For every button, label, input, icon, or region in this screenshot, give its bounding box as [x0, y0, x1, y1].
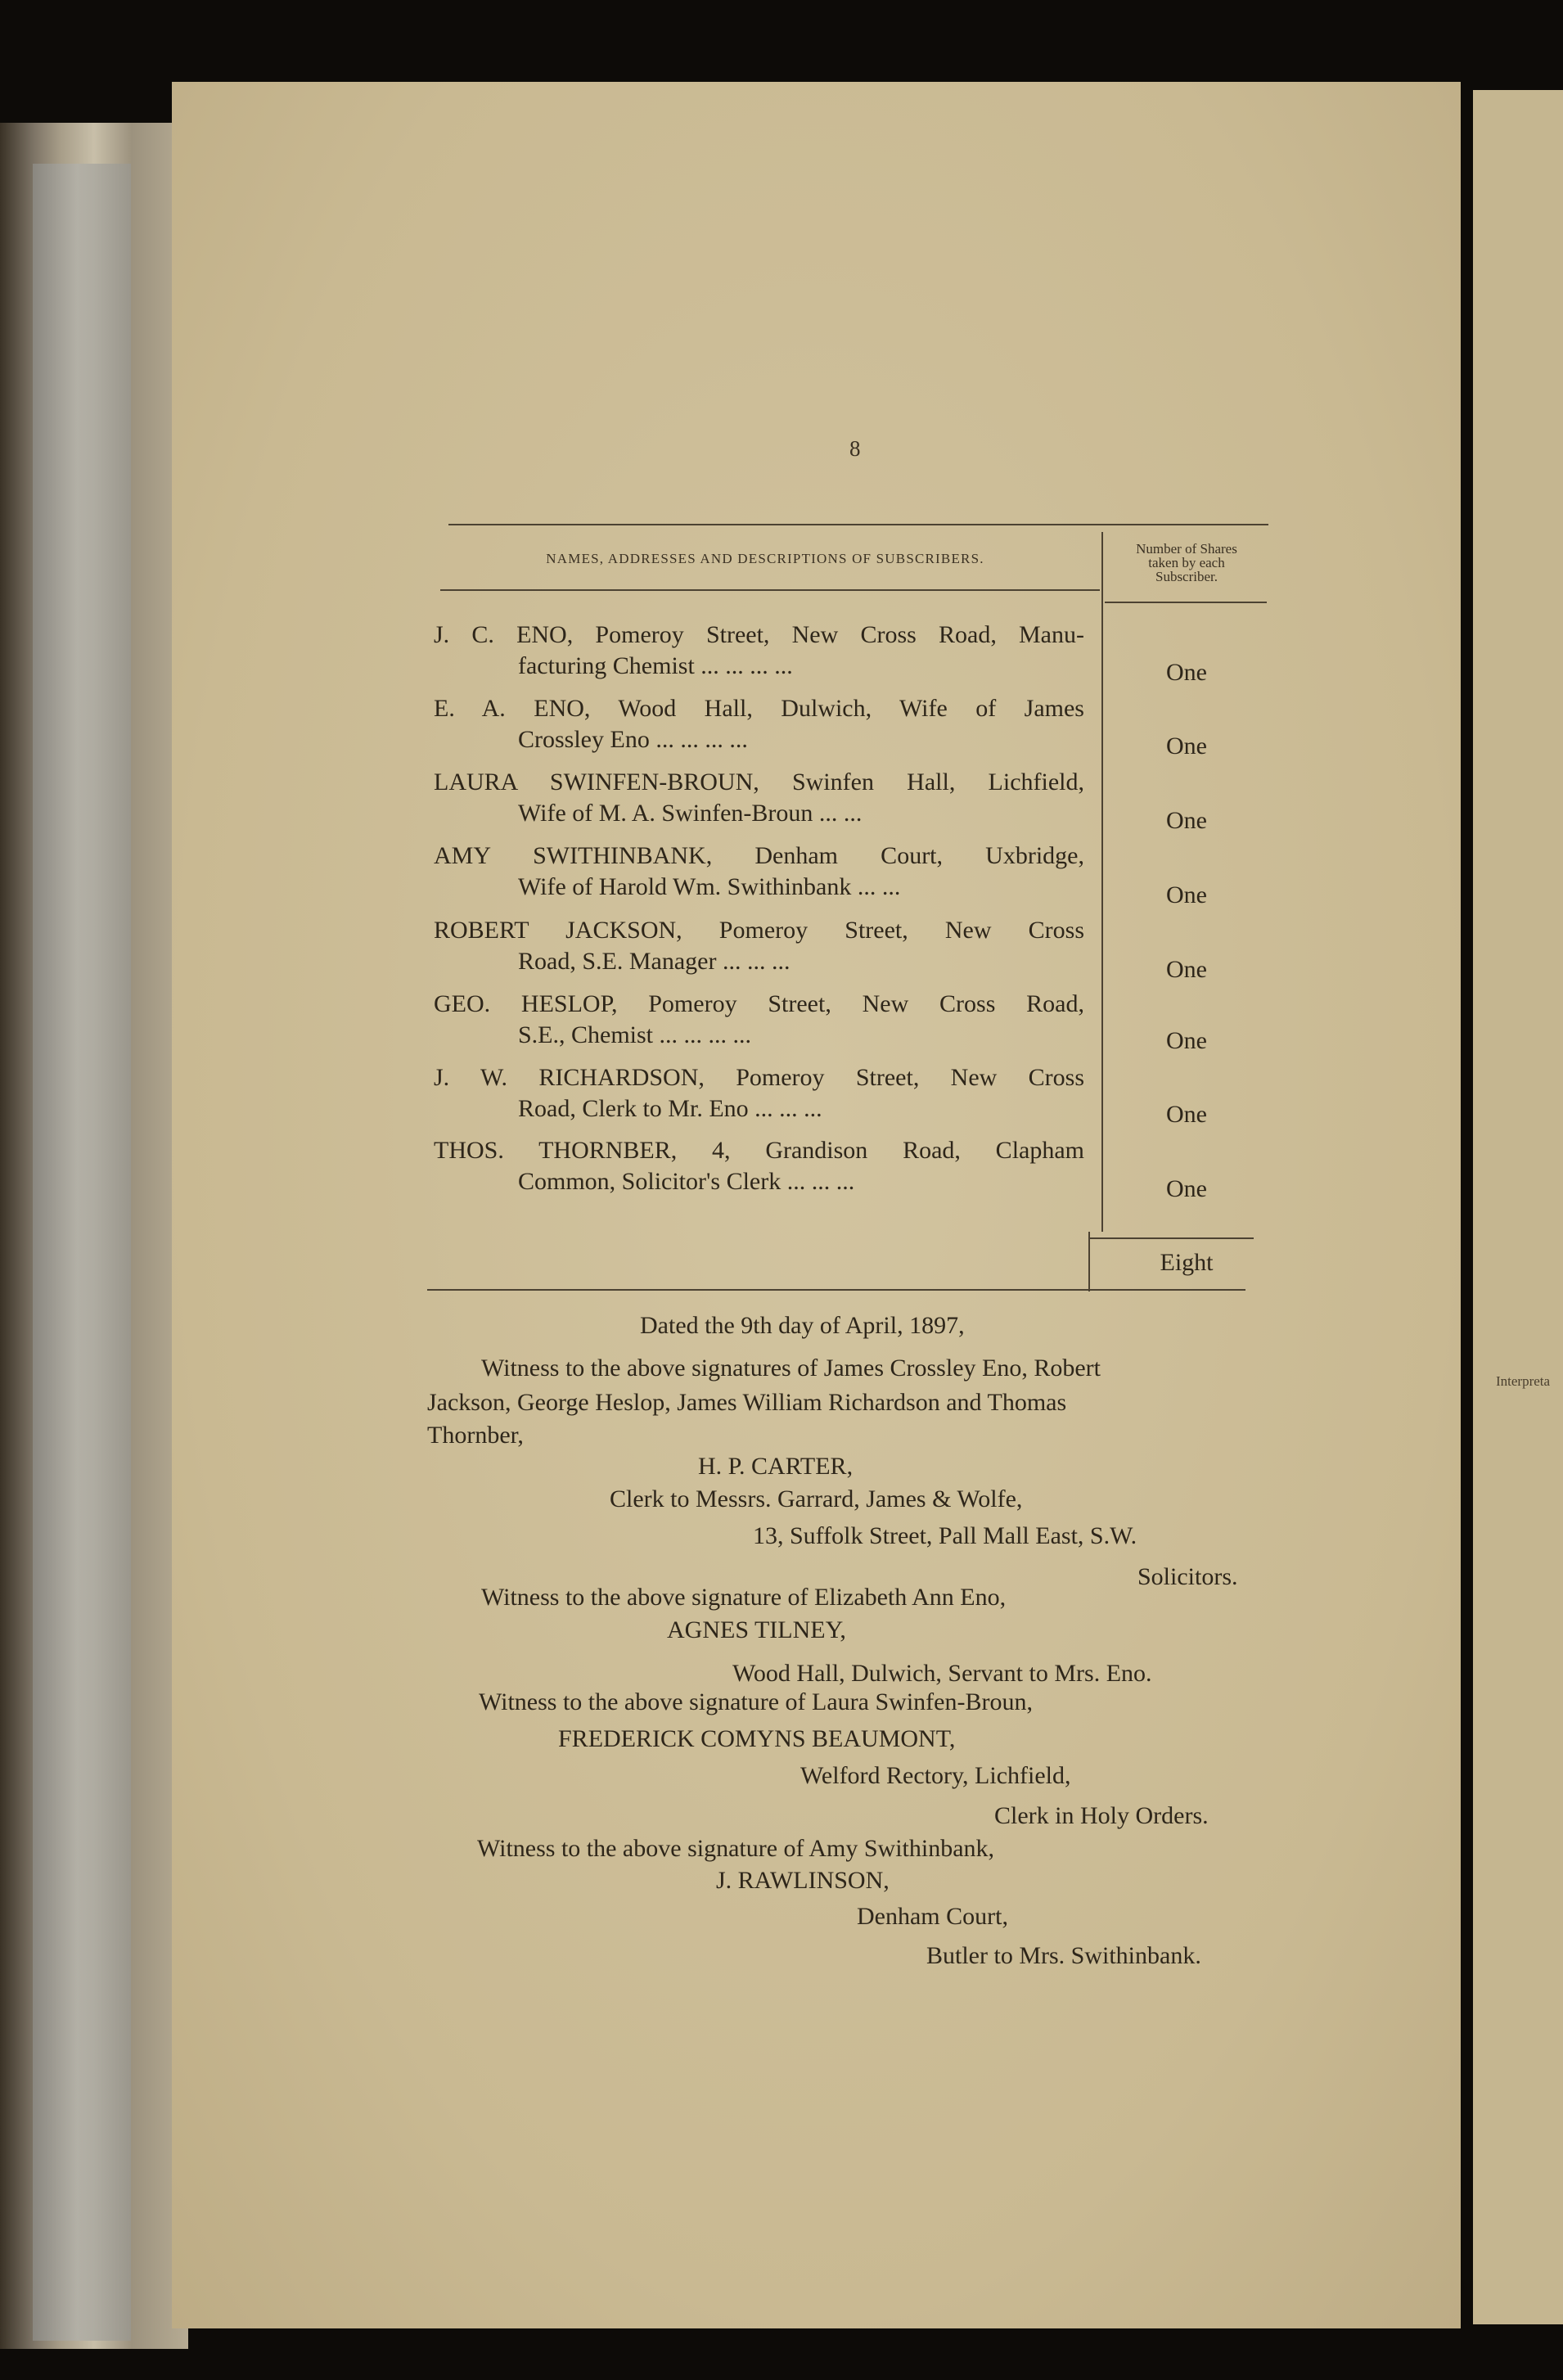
witness-description: Denham Court, [857, 1903, 1008, 1930]
witness-description: Clerk to Messrs. Garrard, James & Wolfe, [610, 1485, 1023, 1512]
witness-name: FREDERICK COMYNS BEAUMONT, [558, 1725, 956, 1752]
witness-name: H. P. CARTER, [698, 1453, 854, 1480]
adjacent-page-text: Interpreta [1496, 1373, 1551, 1389]
subscriber-entry: LAURA SWINFEN-BROUN, Swinfen Hall, Lichfield, Wife of M. A. Swinfen-Broun ... ... [434, 769, 1084, 827]
subscriber-shares: One [1166, 1101, 1207, 1128]
page-number: 8 [849, 436, 861, 461]
subscriber-entry: J. C. ENO, Pomeroy Street, New Cross Road, Manu- facturing Chemist ... ... ... ... [434, 621, 1084, 679]
witness-description: Butler to Mrs. Swithinbank. [926, 1942, 1201, 1969]
names-column-header: NAMES, ADDRESSES AND DESCRIPTIONS OF SUBSCRIBERS. [546, 551, 984, 566]
total-shares: Eight [1160, 1249, 1214, 1276]
table-top-rule [448, 524, 1268, 525]
subscriber-shares: One [1166, 881, 1207, 908]
subscriber-shares: One [1166, 1027, 1207, 1054]
header-rule-names [440, 589, 1100, 591]
subscriber-shares: One [1166, 1175, 1207, 1202]
subscriber-entry: THOS. THORNBER, 4, Grandison Road, Clapham Common, Solicitor's Clerk ... ... ... [434, 1137, 1084, 1195]
witness-description: Clerk in Holy Orders. [994, 1802, 1209, 1829]
table-bottom-rule [427, 1289, 1245, 1291]
book-spine-tape [33, 164, 131, 2341]
witness-description: Wood Hall, Dulwich, Servant to Mrs. Eno. [732, 1660, 1152, 1687]
subscriber-entry: J. W. RICHARDSON, Pomeroy Street, New Cross Road, Clerk to Mr. Eno ... ... ... [434, 1064, 1084, 1122]
subscriber-shares: One [1166, 807, 1207, 834]
date-line: Dated the 9th day of April, 1897, [640, 1312, 965, 1339]
total-rule [1090, 1237, 1254, 1239]
subscriber-entry: GEO. HESLOP, Pomeroy Street, New Cross Road, S.E., Chemist ... ... ... ... [434, 990, 1084, 1048]
shares-column-header: Number of Shares taken by each Subscriber. [1136, 541, 1237, 584]
witness-text: Thornber, [427, 1422, 524, 1449]
subscriber-shares: One [1166, 659, 1207, 686]
column-divider [1101, 532, 1103, 1232]
column-divider-lower [1088, 1232, 1090, 1291]
document-page [172, 82, 1461, 2328]
subscriber-shares: One [1166, 732, 1207, 760]
witness-text: Jackson, George Heslop, James William Richardson and Thomas [427, 1389, 1067, 1416]
witness-text: Witness to the above signature of Elizabeth Ann Eno, [481, 1584, 1007, 1611]
witness-description: Welford Rectory, Lichfield, [800, 1762, 1071, 1789]
header-rule-shares [1105, 602, 1267, 603]
witness-name: J. RAWLINSON, [716, 1867, 890, 1894]
subscriber-shares: One [1166, 956, 1207, 983]
adjacent-page [1473, 90, 1563, 2324]
subscriber-entry: ROBERT JACKSON, Pomeroy Street, New Cross Road, S.E. Manager ... ... ... [434, 917, 1084, 975]
witness-description: Solicitors. [1137, 1563, 1238, 1590]
subscriber-entry: E. A. ENO, Wood Hall, Dulwich, Wife of James Crossley Eno ... ... ... ... [434, 695, 1084, 753]
witness-description: 13, Suffolk Street, Pall Mall East, S.W. [753, 1522, 1137, 1549]
witness-text: Witness to the above signature of Amy Swithinbank, [477, 1835, 995, 1862]
witness-text: Witness to the above signature of Laura Swinfen-Broun, [479, 1688, 1033, 1715]
witness-text: Witness to the above signatures of James Crossley Eno, Robert [481, 1355, 1101, 1382]
witness-name: AGNES TILNEY, [667, 1616, 846, 1643]
subscriber-entry: AMY SWITHINBANK, Denham Court, Uxbridge, Wife of Harold Wm. Swithinbank ... ... [434, 842, 1084, 900]
